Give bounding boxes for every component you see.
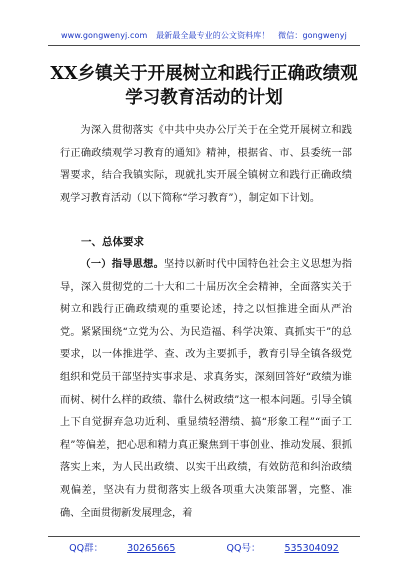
header-tagline: 最新最全最专业的公文资料库！ — [156, 31, 270, 40]
footer-divider — [48, 536, 360, 537]
page-footer — [0, 540, 408, 554]
section-heading: 一、总体要求 — [81, 236, 144, 248]
qq-number-link[interactable]: 535304092 — [284, 543, 339, 554]
document-title — [40, 62, 368, 110]
subsection-text: 坚持以新时代中国特色社会主义思想为指导，深入贯彻党的二十大和二十届历次全会精神，全面落实关于树立和践行正确政绩观的重要论述，持之以恒推进全面从严治党。紧紧围绕“立党为公、为民造福、科学决策、真抓实干”的总要求，以一体推进学、查、改为主要抓手，教育引导全镇各级党组织和党员干部坚持实事求是、求真务实，深刻回答好“政绩为谁而树、树什么样的政绩、靠什么树政绩”这一根本问题。引导全镇上下自觉摒弃急功近利、重显绩轻潜绩、搞“形象工程”“面子工程”等偏差，把心思和精力真正聚焦到干事创业、推动发展、狠抓落实上来，为人民出政绩、以实干出政绩，有效防范和纠治政绩观偏差，坚决有力贯彻落实上级各项重大决策部署，完整、准确、全面贯彻新发展理念，着 — [60, 259, 352, 519]
header-site-link[interactable]: www.gongwenyj.com — [61, 31, 148, 40]
intro-paragraph: 为深入贯彻落实《中共中央办公厅关于在全党开展树立和践行正确政绩观学习教育的通知》精神，根据省、市、县委统一部署要求，结合我镇实际，现就扎实开展全镇树立和践行正确政绩观学习教育活动（以下简称“学习教育”），制定如下计划。 — [60, 125, 352, 204]
qq-group-label: QQ群： — [69, 543, 104, 554]
title-line-1: XX乡镇关于开展树立和践行正确政绩观 — [50, 64, 358, 84]
qq-number-label: QQ号： — [226, 543, 261, 554]
page-header — [0, 30, 408, 41]
header-wechat: 微信：gongwenyj — [278, 31, 347, 40]
qq-group-link[interactable]: 30265665 — [127, 543, 176, 554]
subsection-lead: （一）指导思想。 — [80, 259, 165, 270]
title-line-2: 学习教育活动的计划 — [125, 88, 283, 108]
header-divider — [48, 45, 360, 46]
guiding-ideology-paragraph — [60, 254, 352, 525]
qq-group — [57, 543, 187, 554]
qq-number — [214, 543, 350, 554]
